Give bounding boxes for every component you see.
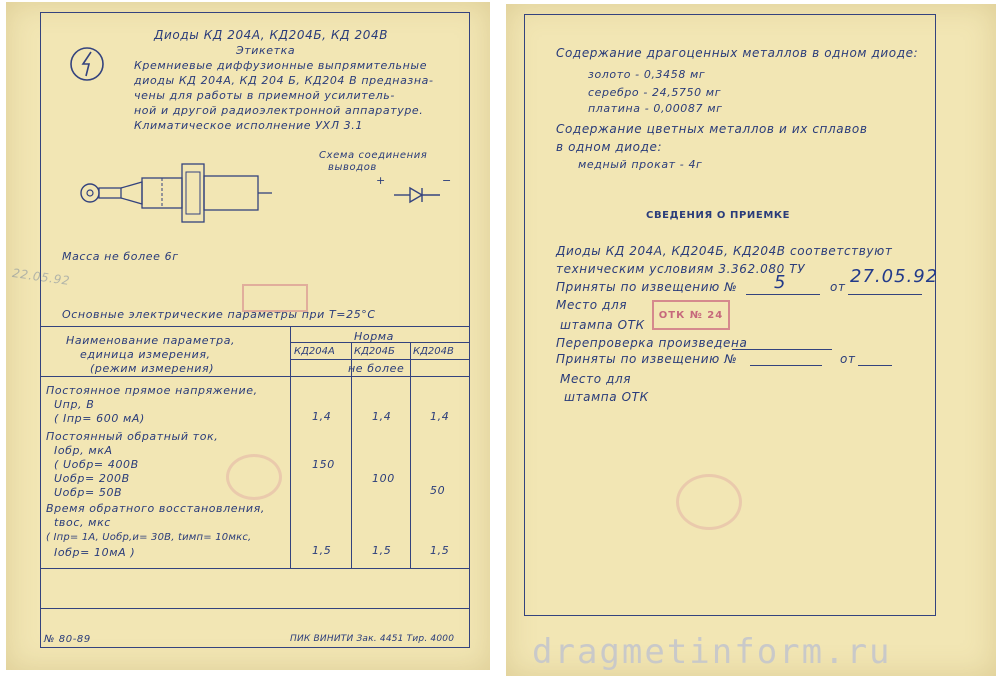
notice-number: 5 — [774, 272, 787, 293]
otk-stamp: ОТК № 24 — [652, 300, 730, 330]
col-name-3: (режим измерения) — [90, 362, 215, 375]
row1-val-c: 1,4 — [430, 410, 450, 423]
stamp-place-2: штампа ОТК — [560, 318, 645, 332]
from-label-2: от — [840, 352, 856, 366]
diode-symbol-icon — [394, 186, 444, 204]
handwritten-margin-note: 22.05.92 — [11, 266, 71, 288]
row3-val-a: 1,5 — [312, 544, 332, 557]
row3-val-b: 1,5 — [372, 544, 392, 557]
table-bottom-line — [41, 568, 469, 569]
col-divider-2 — [351, 342, 352, 568]
row2-line4: Uобр= 200В — [54, 472, 130, 485]
row2-line5: Uобр= 50В — [54, 486, 123, 499]
row1-val-b: 1,4 — [372, 410, 392, 423]
footer-printer: ПИК ВИНИТИ Зак. 4451 Тир. 4000 — [290, 634, 455, 644]
site-watermark: dragmetinform.ru — [532, 632, 892, 672]
description-line-1: Кремниевые диффузионные выпрямительные — [134, 59, 428, 72]
col-name-2: единица измерения, — [80, 348, 211, 361]
col-divider-3 — [410, 342, 411, 568]
gold-line: золото - 0,3458 мг — [588, 68, 706, 81]
right-frame — [524, 14, 939, 616]
stain-left-1 — [226, 454, 282, 500]
model-a: КД204А — [294, 346, 335, 357]
description-line-3: чены для работы в приемной усилитель- — [134, 89, 395, 102]
row2-line3: ( Uобр= 400В — [54, 458, 139, 471]
row1-line3: ( Iпр= 600 мА) — [54, 412, 145, 425]
acceptance-line-1: Диоды КД 204А, КД204Б, КД204В соответствуют — [556, 244, 893, 258]
col-divider-1 — [290, 326, 291, 568]
mass-text: Масса не более 6г — [62, 250, 179, 263]
from-label: от — [830, 280, 846, 294]
acceptance-title: СВЕДЕНИЯ О ПРИЕМКЕ — [646, 210, 791, 221]
nonferrous-sub: в одном диоде: — [556, 140, 663, 154]
left-page — [6, 2, 490, 670]
date-fill-line — [848, 294, 922, 295]
header-bottom-line — [41, 376, 469, 377]
row2-val-a: 150 — [312, 458, 335, 471]
nonferrous-title: Содержание цветных металлов и их сплавов — [556, 122, 868, 136]
right-page — [506, 4, 996, 676]
diode-drawing — [72, 160, 302, 230]
precious-title: Содержание драгоценных металлов в одном диоде: — [556, 46, 919, 60]
label-title: Диоды КД 204А, КД204Б, КД 204В — [154, 28, 389, 42]
recheck-label: Перепроверка произведена — [556, 336, 748, 350]
description-line-4: ной и другой радиоэлектронной аппаратуре. — [134, 104, 424, 117]
description-line-2: диоды КД 204А, КД 204 Б, КД204 В предназна- — [134, 74, 434, 87]
date-2-fill-line — [858, 365, 892, 366]
stain-right-1 — [676, 474, 742, 530]
accepted-notice-label: Приняты по извещению № — [556, 280, 738, 294]
silver-line: серебро - 24,5750 мг — [588, 86, 722, 99]
row2-line1: Постоянный обратный ток, — [46, 430, 219, 443]
norm-header: Норма — [354, 330, 395, 343]
table-top-line — [41, 326, 469, 327]
acceptance-date: 27.05.92 — [850, 266, 939, 287]
acceptance-line-2: техническим условиям 3.362.080 ТУ — [556, 262, 806, 276]
row1-line2: Uпр, В — [54, 398, 95, 411]
notice-2-fill-line — [750, 365, 822, 366]
row2-val-c: 50 — [430, 484, 446, 497]
stamp-place-1: Место для — [556, 298, 628, 312]
params-title: Основные электрические параметры при Т=25°С — [62, 308, 376, 321]
stamp-place-4: штампа ОТК — [564, 390, 649, 404]
row1-line1: Постоянное прямое напряжение, — [46, 384, 258, 397]
row3-val-c: 1,5 — [430, 544, 450, 557]
not-more-header: не более — [348, 362, 405, 375]
quality-mark-logo — [64, 44, 110, 84]
description-line-5: Климатическое исполнение УХЛ 3.1 — [134, 119, 363, 132]
col-name-1: Наименование параметра, — [66, 334, 236, 347]
models-line — [290, 359, 469, 360]
notice-fill-line — [746, 294, 820, 295]
accepted-notice-2-label: Приняты по извещению № — [556, 352, 738, 366]
row3-line4: Iобр= 10мА ) — [54, 546, 136, 559]
row3-line1: Время обратного восстановления, — [46, 502, 265, 515]
model-c: КД204В — [413, 346, 454, 357]
footer-number: № 80-89 — [44, 634, 91, 645]
stamp-place-3: Место для — [560, 372, 632, 386]
scheme-label-1: Схема соединения — [319, 150, 428, 161]
plus-sign: + — [376, 174, 386, 187]
model-b: КД204Б — [354, 346, 395, 357]
row1-val-a: 1,4 — [312, 410, 332, 423]
row2-line2: Iобр, мкА — [54, 444, 113, 457]
footer-line — [41, 608, 469, 609]
minus-sign: − — [442, 174, 452, 187]
scheme-label-2: выводов — [328, 162, 377, 173]
copper-line: медный прокат - 4г — [578, 158, 703, 171]
label-subtitle: Этикетка — [236, 44, 296, 57]
row3-line3: ( Iпр= 1А, Uобр,и= 30В, tимп= 10мкс, — [46, 532, 252, 543]
recheck-fill-line — [732, 349, 832, 350]
platinum-line: платина - 0,00087 мг — [588, 102, 723, 115]
row2-val-b: 100 — [372, 472, 395, 485]
row3-line2: tвос, мкс — [54, 516, 111, 529]
